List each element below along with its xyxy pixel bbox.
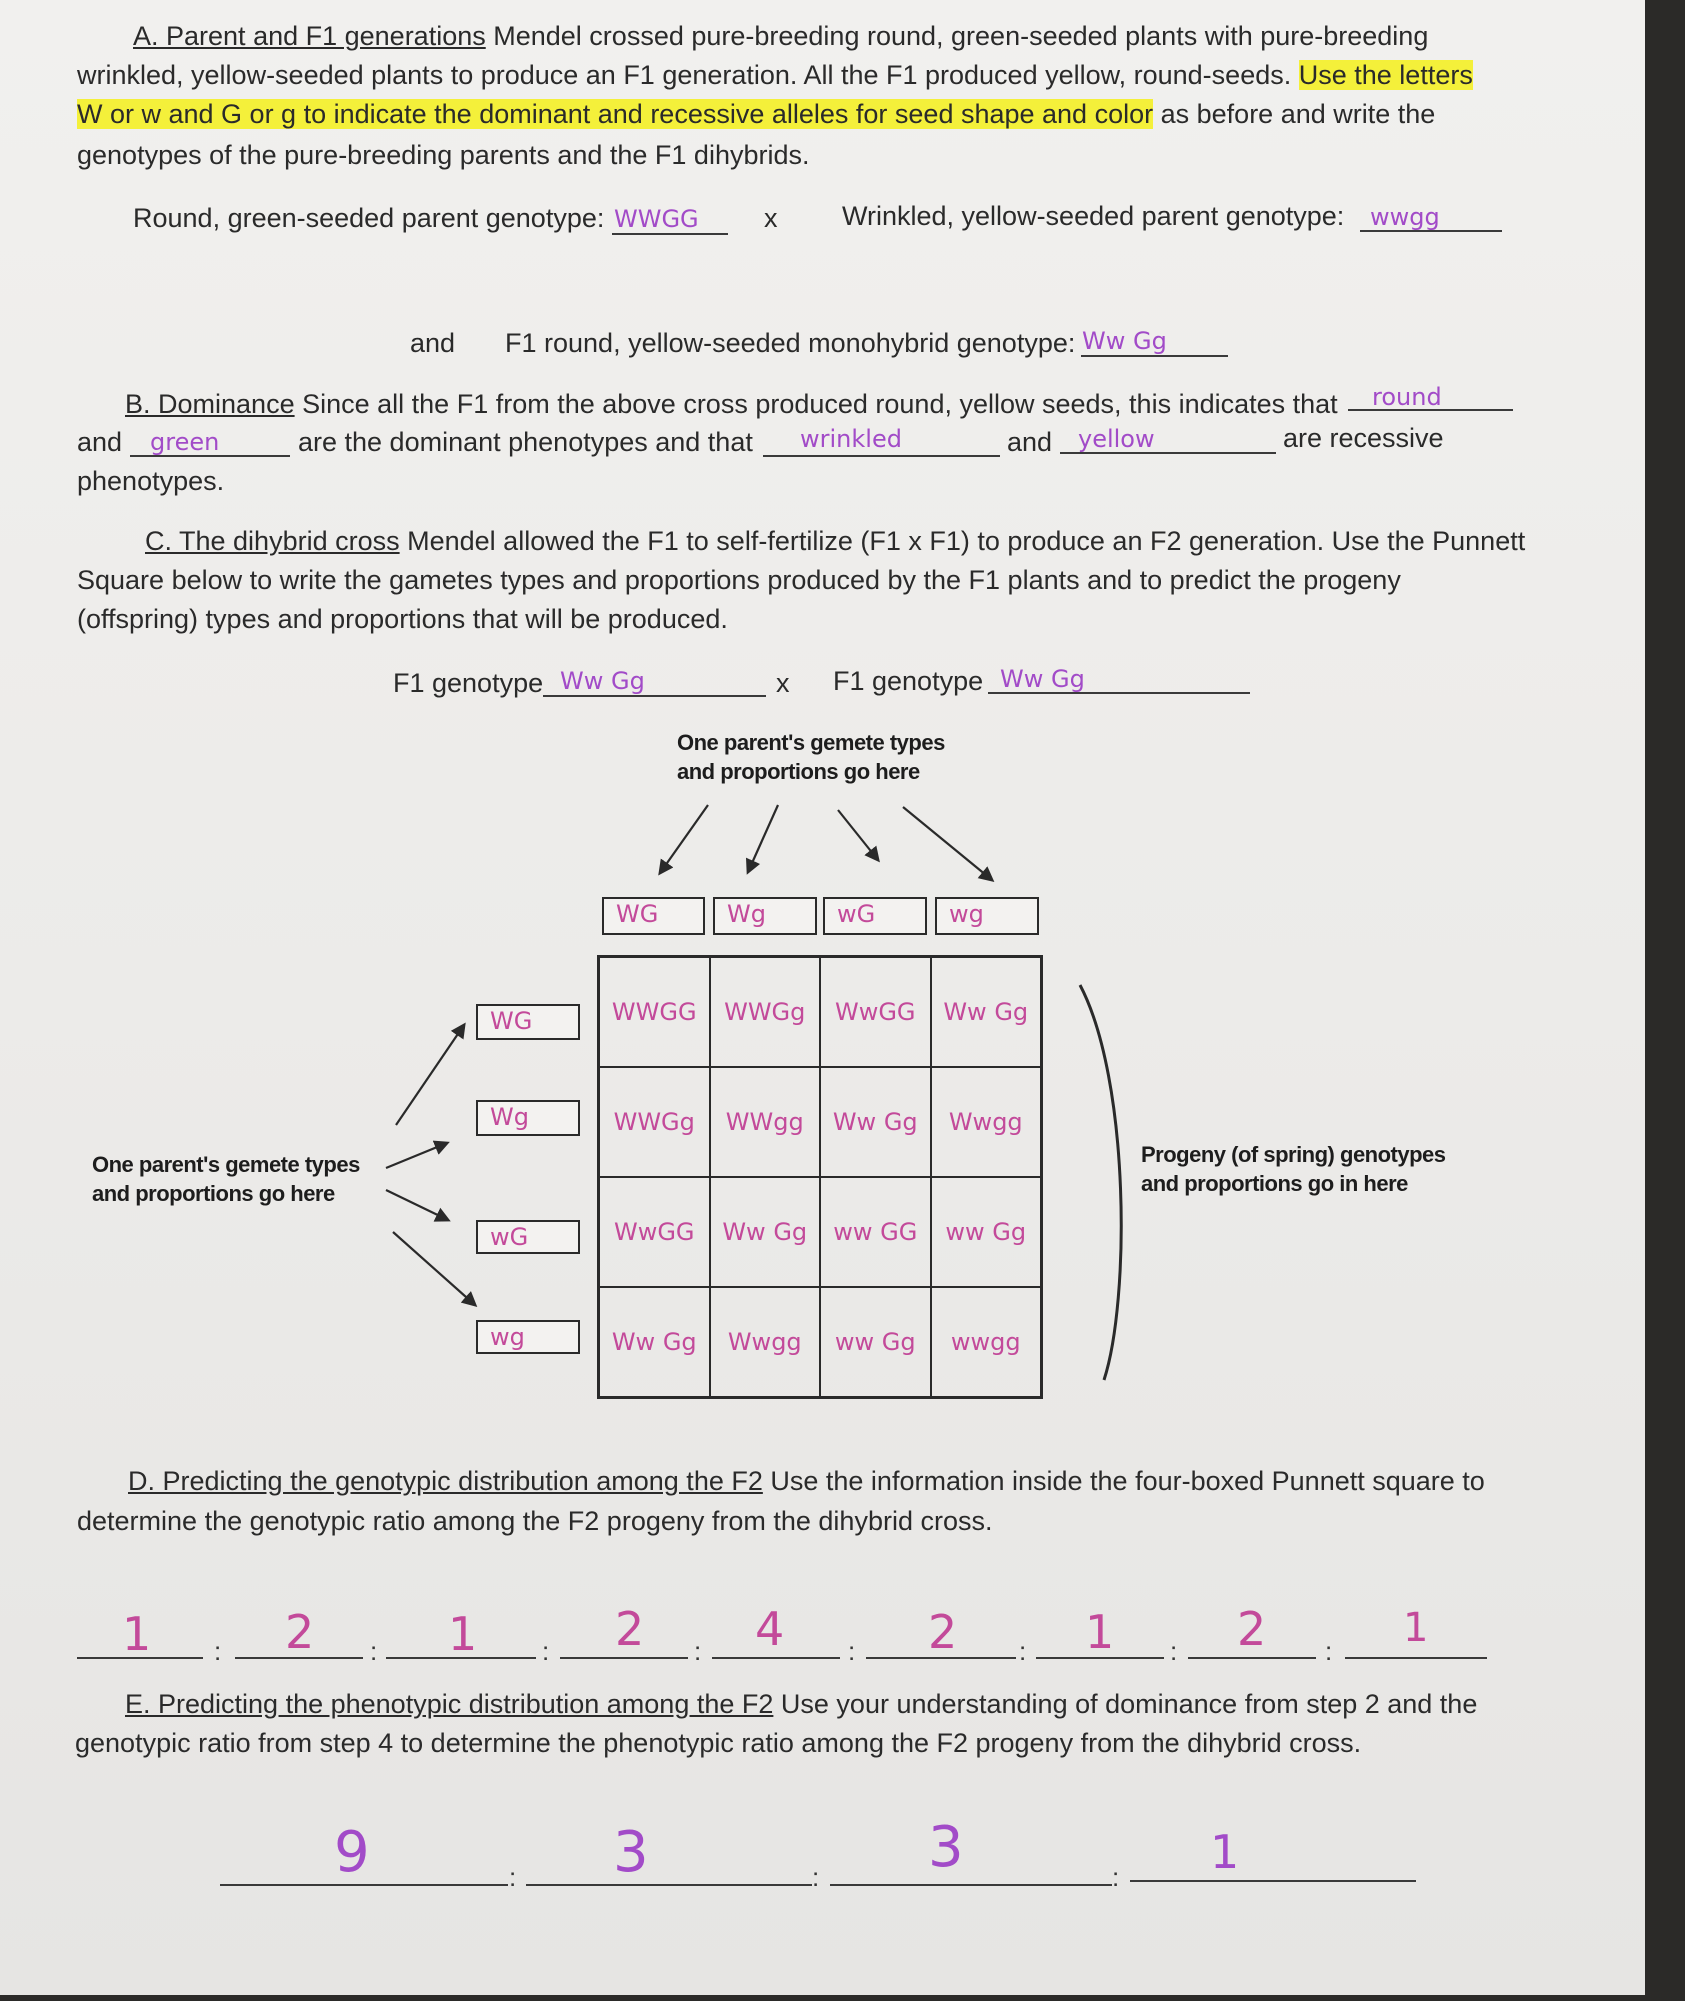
d-colon-3: : (542, 1636, 550, 1666)
progeny-bracket (1080, 985, 1121, 1380)
section-e-text-1: Use your understanding of dominance from step 2 and the (780, 1689, 1478, 1719)
section-a-label: A. Parent and F1 generations (133, 21, 486, 51)
punnett-cell-r2c3: Ww Gg (820, 1067, 931, 1177)
left-note-line2: and proportions go here (92, 1181, 335, 1206)
d-ratio-line-8 (1188, 1657, 1316, 1659)
punnett-square (597, 955, 1043, 1399)
right-note-line2: and proportions go in here (1141, 1171, 1408, 1196)
d-ratio-9: 1 (1403, 1605, 1429, 1651)
parent2-label: Wrinkled, yellow-seeded parent genotype: (842, 201, 1345, 231)
cross-symbol-a: x (764, 203, 778, 233)
punnett-cell-r3c2: Ww Gg (710, 1177, 821, 1287)
top-note-line1: One parent's gemete types (677, 730, 945, 755)
top-gamete-4: wg (935, 897, 1039, 935)
d-colon-5: : (848, 1636, 856, 1666)
punnett-cell-r4c2: Wwgg (710, 1287, 821, 1397)
d-ratio-line-5 (712, 1657, 840, 1659)
f1-right-label: F1 genotype (833, 666, 984, 696)
b-text-3: phenotypes. (77, 466, 225, 496)
section-a-text-1: Mendel crossed pure-breeding round, green-seeded plants with pure-breeding (493, 21, 1429, 51)
d-colon-2: : (370, 1636, 378, 1666)
d-ratio-6: 2 (928, 1605, 958, 1659)
d-colon-7: : (1170, 1636, 1178, 1666)
d-colon-6: : (1019, 1636, 1027, 1666)
left-gamete-3: wG (476, 1220, 580, 1254)
arrow-left-1 (396, 1025, 464, 1125)
section-a-text-3: as before and write the (1160, 99, 1436, 129)
d-ratio-2: 2 (285, 1605, 315, 1659)
d-ratio-8: 2 (1237, 1602, 1267, 1656)
d-ratio-5: 4 (755, 1602, 785, 1656)
d-ratio-4: 2 (615, 1602, 645, 1656)
f1-label: F1 round, yellow-seeded monohybrid genotype: (505, 328, 1076, 358)
arrow-top-3 (838, 810, 878, 860)
top-gamete-2: Wg (713, 897, 817, 935)
punnett-cell-r4c1: Ww Gg (599, 1287, 710, 1397)
punnett-cell-r1c3: WwGG (820, 957, 931, 1067)
section-b-text-1: Since all the F1 from the above cross produced round, yellow seeds, this indicates that (302, 389, 1338, 419)
punnett-cell-r1c4: Ww Gg (931, 957, 1042, 1067)
punnett-cell-r2c2: WWgg (710, 1067, 821, 1177)
d-ratio-line-4 (560, 1657, 688, 1659)
b-answer3: wrinkled (800, 425, 902, 453)
e-colon-2: : (812, 1862, 820, 1892)
d-colon-4: : (694, 1636, 702, 1666)
right-note-line1: Progeny (of spring) genotypes (1141, 1142, 1446, 1167)
left-gamete-1: WG (476, 1004, 580, 1040)
arrow-top-1 (660, 805, 708, 873)
punnett-cell-r1c2: WWGg (710, 957, 821, 1067)
parent1-answer: WWGG (614, 205, 699, 233)
section-a-highlight-2: W or w and G or g to indicate the dominant and recessive alleles for seed shape and color (77, 99, 1154, 129)
d-colon-1: : (214, 1636, 222, 1666)
b-answer2: green (150, 428, 220, 456)
e-ratio-2: 3 (613, 1820, 649, 1885)
section-a-text-2: wrinkled, yellow-seeded plants to produce an F1 generation. All the F1 produced yellow, round-seeds. (77, 60, 1292, 90)
b-and2: and (1007, 427, 1053, 457)
left-gamete-4: wg (476, 1320, 580, 1354)
b-mid-text: are the dominant phenotypes and that (298, 427, 753, 457)
b-answer4: yellow (1078, 425, 1155, 453)
arrow-left-2 (386, 1143, 447, 1168)
arrow-top-4 (903, 807, 992, 880)
section-c-label: C. The dihybrid cross (145, 526, 400, 556)
f1-answer: Ww Gg (1082, 327, 1167, 355)
section-a-text-4: genotypes of the pure-breeding parents and the F1 dihybrids. (77, 140, 810, 170)
e-colon-1: : (509, 1862, 517, 1892)
e-colon-3: : (1112, 1862, 1120, 1892)
arrow-top-2 (748, 805, 778, 872)
left-note-line1: One parent's gemete types (92, 1152, 360, 1177)
e-ratio-line-3 (830, 1884, 1112, 1886)
and-word-a: and (410, 328, 456, 358)
b-and1: and (77, 427, 123, 457)
section-a-highlight-1: Use the letters (1298, 60, 1473, 90)
punnett-cell-r3c4: ww Gg (931, 1177, 1042, 1287)
section-e-text-2: genotypic ratio from step 4 to determine the phenotypic ratio among the F2 progeny from the dihybrid cross. (75, 1728, 1362, 1758)
section-d-text-1: Use the information inside the four-boxed Punnett square to (770, 1466, 1485, 1496)
left-gamete-2: Wg (476, 1100, 580, 1136)
left-gamete-note (92, 1150, 360, 1208)
punnett-cell-r3c1: WwGG (599, 1177, 710, 1287)
b-answer1: round (1372, 383, 1442, 411)
section-c-text-1: Mendel allowed the F1 to self-fertilize (F1 x F1) to produce an F2 generation. Use the Punnett (407, 526, 1526, 556)
section-e-label: E. Predicting the phenotypic distribution among the F2 (125, 1689, 774, 1719)
d-ratio-1: 1 (122, 1607, 152, 1661)
punnett-cell-r4c3: ww Gg (820, 1287, 931, 1397)
section-c-text-2: Square below to write the gametes types and proportions produced by the F1 plants and to predict the progeny (77, 565, 1401, 595)
section-c-text-3: (offspring) types and proportions that will be produced. (77, 604, 728, 634)
section-e-line1 (125, 1684, 1477, 1724)
d-ratio-3: 1 (448, 1607, 478, 1661)
top-note-line2: and proportions go here (677, 759, 920, 784)
punnett-cell-r1c1: WWGG (599, 957, 710, 1067)
top-gamete-3: wG (823, 897, 927, 935)
parent2-answer: wwgg (1370, 203, 1440, 231)
arrow-left-4 (393, 1232, 475, 1305)
e-ratio-3: 3 (928, 1815, 964, 1880)
arrow-left-3 (386, 1190, 448, 1220)
punnett-cell-r2c1: WWGg (599, 1067, 710, 1177)
parent1-label: Round, green-seeded parent genotype: (133, 203, 605, 233)
f1-left-label: F1 genotype (393, 668, 544, 698)
b-end-text: are recessive (1283, 423, 1444, 453)
progeny-note (1141, 1140, 1446, 1198)
f1-right-answer: Ww Gg (1000, 665, 1085, 693)
section-b-label: B. Dominance (125, 389, 295, 419)
section-d-label: D. Predicting the genotypic distribution among the F2 (128, 1466, 763, 1496)
punnett-cell-r4c4: wwgg (931, 1287, 1042, 1397)
d-ratio-7: 1 (1085, 1605, 1115, 1659)
d-ratio-line-9 (1345, 1657, 1487, 1659)
section-d-text-2: determine the genotypic ratio among the F2 progeny from the dihybrid cross. (77, 1506, 993, 1536)
punnett-cell-r2c4: Wwgg (931, 1067, 1042, 1177)
cross-symbol-c: x (776, 668, 790, 698)
e-ratio-1: 9 (334, 1820, 370, 1885)
e-ratio-line-2 (526, 1884, 812, 1886)
f1-left-answer: Ww Gg (560, 667, 645, 695)
section-d-line1 (128, 1461, 1485, 1501)
e-ratio-line-4 (1130, 1880, 1416, 1882)
d-colon-8: : (1325, 1636, 1333, 1666)
punnett-cell-r3c3: ww GG (820, 1177, 931, 1287)
top-gamete-1: WG (602, 897, 705, 935)
e-ratio-4: 1 (1210, 1825, 1240, 1879)
